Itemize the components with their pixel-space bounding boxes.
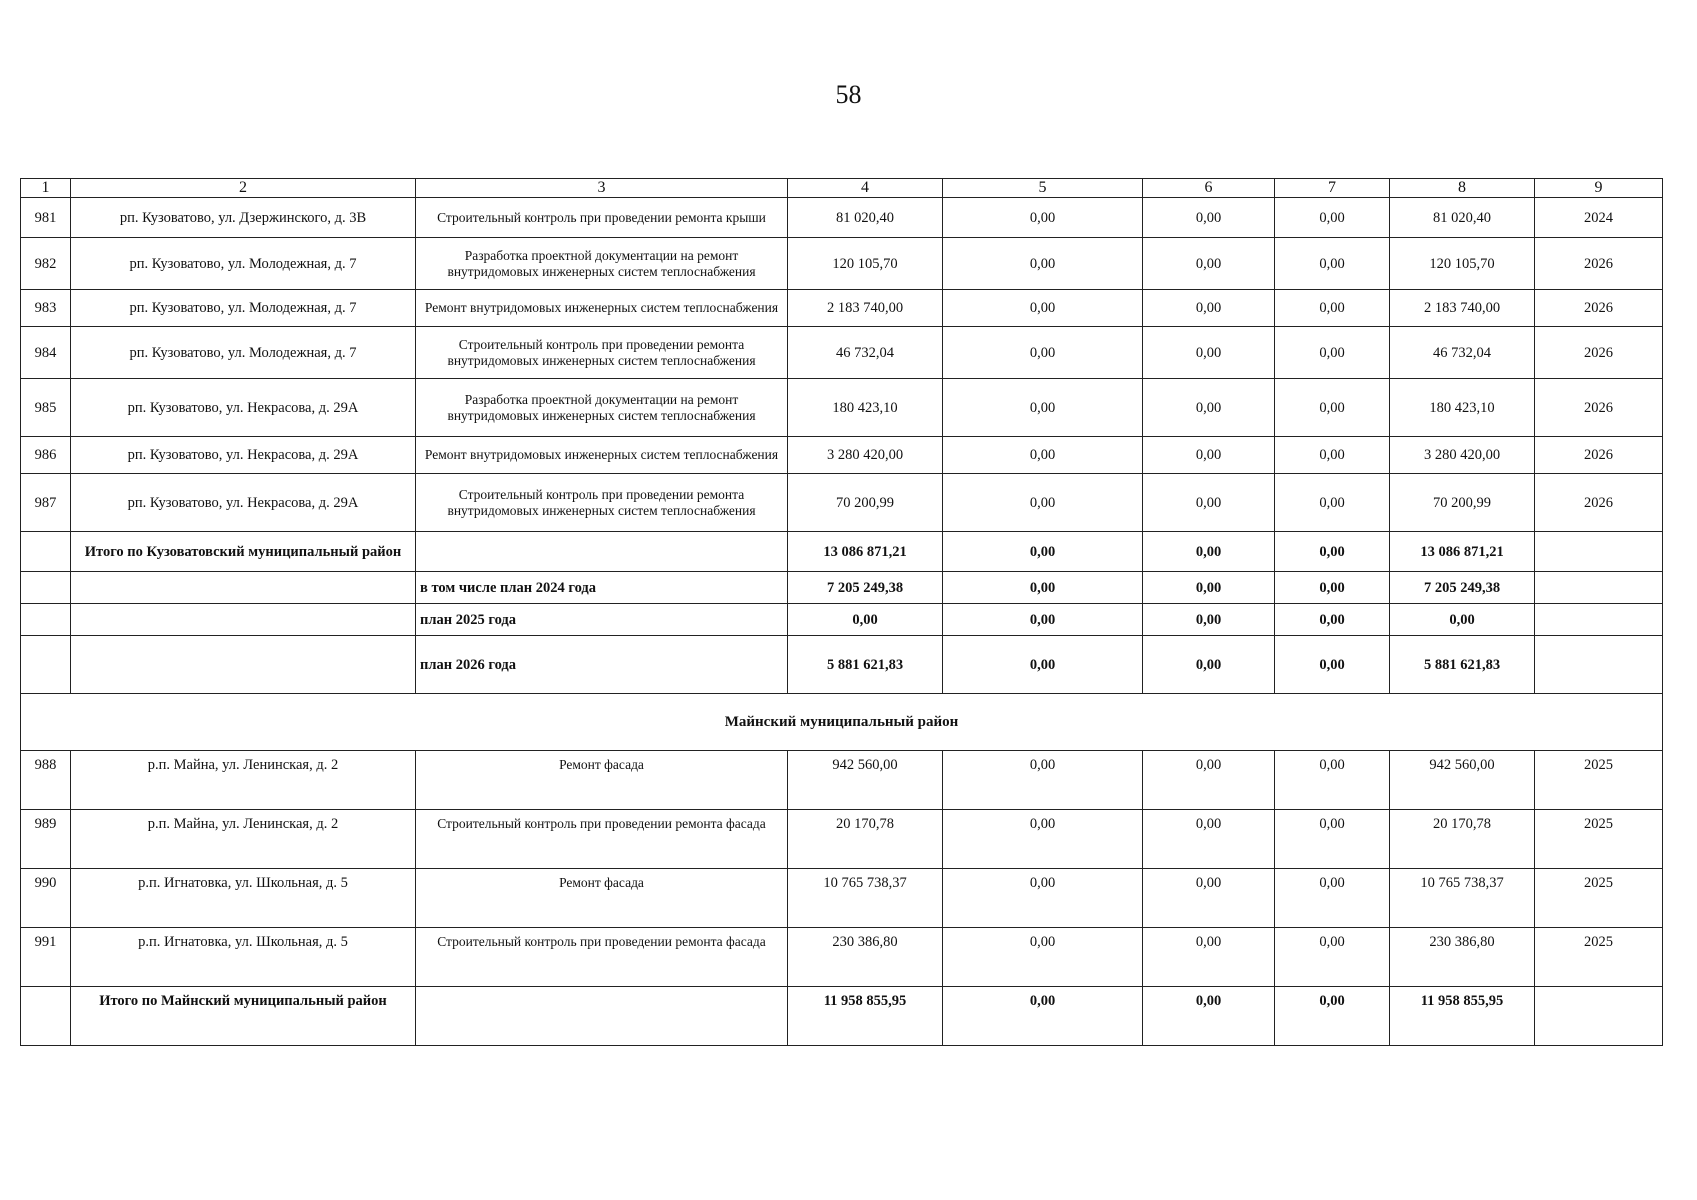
- plan-row: [21, 604, 1663, 636]
- amount-col8: 180 423,10: [1390, 379, 1535, 437]
- amount-col7: 0,00: [1275, 379, 1390, 437]
- column-number: 3: [416, 179, 788, 198]
- work-type-cell: Разработка проектной документации на ремонт внутридомовых инженерных систем теплоснабжения: [416, 238, 788, 290]
- total-col6: 0,00: [1143, 532, 1275, 572]
- work-type-cell: Строительный контроль при проведении ремонта внутридомовых инженерных систем теплоснабжения: [416, 474, 788, 532]
- amount-col4: 230 386,80: [788, 928, 943, 987]
- column-number: 5: [943, 179, 1143, 198]
- plan-label: план 2025 года: [416, 604, 788, 636]
- amount-col7: 0,00: [1275, 198, 1390, 238]
- amount-col4: 942 560,00: [788, 751, 943, 810]
- year-cell: 2025: [1535, 869, 1663, 928]
- plan-col7: 0,00: [1275, 572, 1390, 604]
- amount-col4: 10 765 738,37: [788, 869, 943, 928]
- table-row: [21, 379, 1663, 437]
- work-type-cell: Ремонт фасада: [416, 869, 788, 928]
- table-row: [21, 810, 1663, 869]
- row-number: 981: [21, 198, 71, 238]
- column-number: 9: [1535, 179, 1663, 198]
- amount-col7: 0,00: [1275, 290, 1390, 327]
- plan-col6: 0,00: [1143, 636, 1275, 694]
- year-cell: 2026: [1535, 379, 1663, 437]
- amount-col4: 20 170,78: [788, 810, 943, 869]
- amount-col6: 0,00: [1143, 198, 1275, 238]
- amount-col8: 70 200,99: [1390, 474, 1535, 532]
- amount-col6: 0,00: [1143, 238, 1275, 290]
- year-cell: 2025: [1535, 810, 1663, 869]
- address-cell: р.п. Игнатовка, ул. Школьная, д. 5: [71, 869, 416, 928]
- amount-col5: 0,00: [943, 379, 1143, 437]
- amount-col7: 0,00: [1275, 928, 1390, 987]
- amount-col8: 942 560,00: [1390, 751, 1535, 810]
- work-type-cell: Строительный контроль при проведении ремонта фасада: [416, 928, 788, 987]
- column-number: 6: [1143, 179, 1275, 198]
- amount-col8: 230 386,80: [1390, 928, 1535, 987]
- amount-col5: 0,00: [943, 751, 1143, 810]
- plan-col7: 0,00: [1275, 636, 1390, 694]
- district-total-row: [21, 532, 1663, 572]
- year-cell: 2026: [1535, 290, 1663, 327]
- column-number: 2: [71, 179, 416, 198]
- plan-col4: 0,00: [788, 604, 943, 636]
- amount-col5: 0,00: [943, 327, 1143, 379]
- amount-col8: 20 170,78: [1390, 810, 1535, 869]
- amount-col4: 46 732,04: [788, 327, 943, 379]
- work-type-cell: Строительный контроль при проведении ремонта внутридомовых инженерных систем теплоснабжения: [416, 327, 788, 379]
- row-number: 986: [21, 437, 71, 474]
- row-number: 990: [21, 869, 71, 928]
- total-col8: 13 086 871,21: [1390, 532, 1535, 572]
- address-cell: рп. Кузоватово, ул. Некрасова, д. 29А: [71, 379, 416, 437]
- table-row: [21, 869, 1663, 928]
- year-cell: 2026: [1535, 437, 1663, 474]
- work-type-cell: Строительный контроль при проведении ремонта фасада: [416, 810, 788, 869]
- amount-col5: 0,00: [943, 869, 1143, 928]
- address-cell: р.п. Игнатовка, ул. Школьная, д. 5: [71, 928, 416, 987]
- table-row: [21, 474, 1663, 532]
- section-header-row: [21, 694, 1663, 751]
- plan-col8: 5 881 621,83: [1390, 636, 1535, 694]
- plan-col4: 7 205 249,38: [788, 572, 943, 604]
- amount-col8: 3 280 420,00: [1390, 437, 1535, 474]
- row-number: 991: [21, 928, 71, 987]
- amount-col5: 0,00: [943, 810, 1143, 869]
- table-row: [21, 928, 1663, 987]
- total-col4: 13 086 871,21: [788, 532, 943, 572]
- amount-col6: 0,00: [1143, 327, 1275, 379]
- register-table: [20, 178, 1663, 1046]
- plan-col5: 0,00: [943, 572, 1143, 604]
- amount-col5: 0,00: [943, 928, 1143, 987]
- table-row: [21, 238, 1663, 290]
- address-cell: рп. Кузоватово, ул. Некрасова, д. 29А: [71, 474, 416, 532]
- total-col7: 0,00: [1275, 987, 1390, 1046]
- column-number: 1: [21, 179, 71, 198]
- plan-col6: 0,00: [1143, 572, 1275, 604]
- district-total-row: [21, 987, 1663, 1046]
- work-type-cell: Ремонт внутридомовых инженерных систем теплоснабжения: [416, 437, 788, 474]
- plan-col7: 0,00: [1275, 604, 1390, 636]
- amount-col4: 81 020,40: [788, 198, 943, 238]
- row-number: 984: [21, 327, 71, 379]
- column-number-row: [21, 179, 1663, 198]
- year-cell: 2026: [1535, 238, 1663, 290]
- column-number: 4: [788, 179, 943, 198]
- amount-col7: 0,00: [1275, 437, 1390, 474]
- plan-col5: 0,00: [943, 636, 1143, 694]
- work-type-cell: Ремонт фасада: [416, 751, 788, 810]
- address-cell: р.п. Майна, ул. Ленинская, д. 2: [71, 751, 416, 810]
- amount-col4: 120 105,70: [788, 238, 943, 290]
- plan-label: в том числе план 2024 года: [416, 572, 788, 604]
- page-number: 58: [835, 80, 862, 109]
- amount-col6: 0,00: [1143, 474, 1275, 532]
- amount-col4: 2 183 740,00: [788, 290, 943, 327]
- row-number: 983: [21, 290, 71, 327]
- amount-col6: 0,00: [1143, 810, 1275, 869]
- year-cell: 2026: [1535, 327, 1663, 379]
- amount-col8: 10 765 738,37: [1390, 869, 1535, 928]
- row-number: 987: [21, 474, 71, 532]
- amount-col8: 120 105,70: [1390, 238, 1535, 290]
- amount-col5: 0,00: [943, 290, 1143, 327]
- row-number: 989: [21, 810, 71, 869]
- total-col8: 11 958 855,95: [1390, 987, 1535, 1046]
- plan-col8: 7 205 249,38: [1390, 572, 1535, 604]
- total-col6: 0,00: [1143, 987, 1275, 1046]
- amount-col4: 70 200,99: [788, 474, 943, 532]
- work-type-cell: Строительный контроль при проведении ремонта крыши: [416, 198, 788, 238]
- year-cell: 2025: [1535, 751, 1663, 810]
- amount-col6: 0,00: [1143, 869, 1275, 928]
- amount-col6: 0,00: [1143, 928, 1275, 987]
- table-row: [21, 437, 1663, 474]
- year-cell: 2025: [1535, 928, 1663, 987]
- amount-col7: 0,00: [1275, 810, 1390, 869]
- total-col4: 11 958 855,95: [788, 987, 943, 1046]
- address-cell: рп. Кузоватово, ул. Молодежная, д. 7: [71, 327, 416, 379]
- amount-col8: 2 183 740,00: [1390, 290, 1535, 327]
- total-label: Итого по Майнский муниципальный район: [71, 987, 416, 1046]
- table-row: [21, 198, 1663, 238]
- address-cell: рп. Кузоватово, ул. Некрасова, д. 29А: [71, 437, 416, 474]
- total-col5: 0,00: [943, 987, 1143, 1046]
- address-cell: рп. Кузоватово, ул. Молодежная, д. 7: [71, 290, 416, 327]
- amount-col4: 3 280 420,00: [788, 437, 943, 474]
- section-title: Майнский муниципальный район: [21, 694, 1663, 751]
- row-number: 988: [21, 751, 71, 810]
- plan-col6: 0,00: [1143, 604, 1275, 636]
- plan-row: [21, 572, 1663, 604]
- plan-label: план 2026 года: [416, 636, 788, 694]
- table-row: [21, 327, 1663, 379]
- year-cell: 2024: [1535, 198, 1663, 238]
- amount-col5: 0,00: [943, 474, 1143, 532]
- amount-col5: 0,00: [943, 238, 1143, 290]
- plan-row: [21, 636, 1663, 694]
- row-number: 982: [21, 238, 71, 290]
- amount-col7: 0,00: [1275, 869, 1390, 928]
- total-col7: 0,00: [1275, 532, 1390, 572]
- plan-col8: 0,00: [1390, 604, 1535, 636]
- amount-col6: 0,00: [1143, 751, 1275, 810]
- total-col5: 0,00: [943, 532, 1143, 572]
- amount-col8: 81 020,40: [1390, 198, 1535, 238]
- work-type-cell: Разработка проектной документации на ремонт внутридомовых инженерных систем теплоснабжения: [416, 379, 788, 437]
- plan-col4: 5 881 621,83: [788, 636, 943, 694]
- total-label: Итого по Кузоватовский муниципальный район: [71, 532, 416, 572]
- amount-col8: 46 732,04: [1390, 327, 1535, 379]
- address-cell: рп. Кузоватово, ул. Дзержинского, д. 3В: [71, 198, 416, 238]
- row-number: 985: [21, 379, 71, 437]
- amount-col7: 0,00: [1275, 327, 1390, 379]
- address-cell: рп. Кузоватово, ул. Молодежная, д. 7: [71, 238, 416, 290]
- work-type-cell: Ремонт внутридомовых инженерных систем теплоснабжения: [416, 290, 788, 327]
- year-cell: 2026: [1535, 474, 1663, 532]
- amount-col6: 0,00: [1143, 290, 1275, 327]
- plan-col5: 0,00: [943, 604, 1143, 636]
- amount-col6: 0,00: [1143, 379, 1275, 437]
- amount-col7: 0,00: [1275, 751, 1390, 810]
- amount-col5: 0,00: [943, 437, 1143, 474]
- table-row: [21, 751, 1663, 810]
- amount-col6: 0,00: [1143, 437, 1275, 474]
- amount-col7: 0,00: [1275, 238, 1390, 290]
- table-row: [21, 290, 1663, 327]
- column-number: 8: [1390, 179, 1535, 198]
- column-number: 7: [1275, 179, 1390, 198]
- address-cell: р.п. Майна, ул. Ленинская, д. 2: [71, 810, 416, 869]
- amount-col5: 0,00: [943, 198, 1143, 238]
- amount-col4: 180 423,10: [788, 379, 943, 437]
- amount-col7: 0,00: [1275, 474, 1390, 532]
